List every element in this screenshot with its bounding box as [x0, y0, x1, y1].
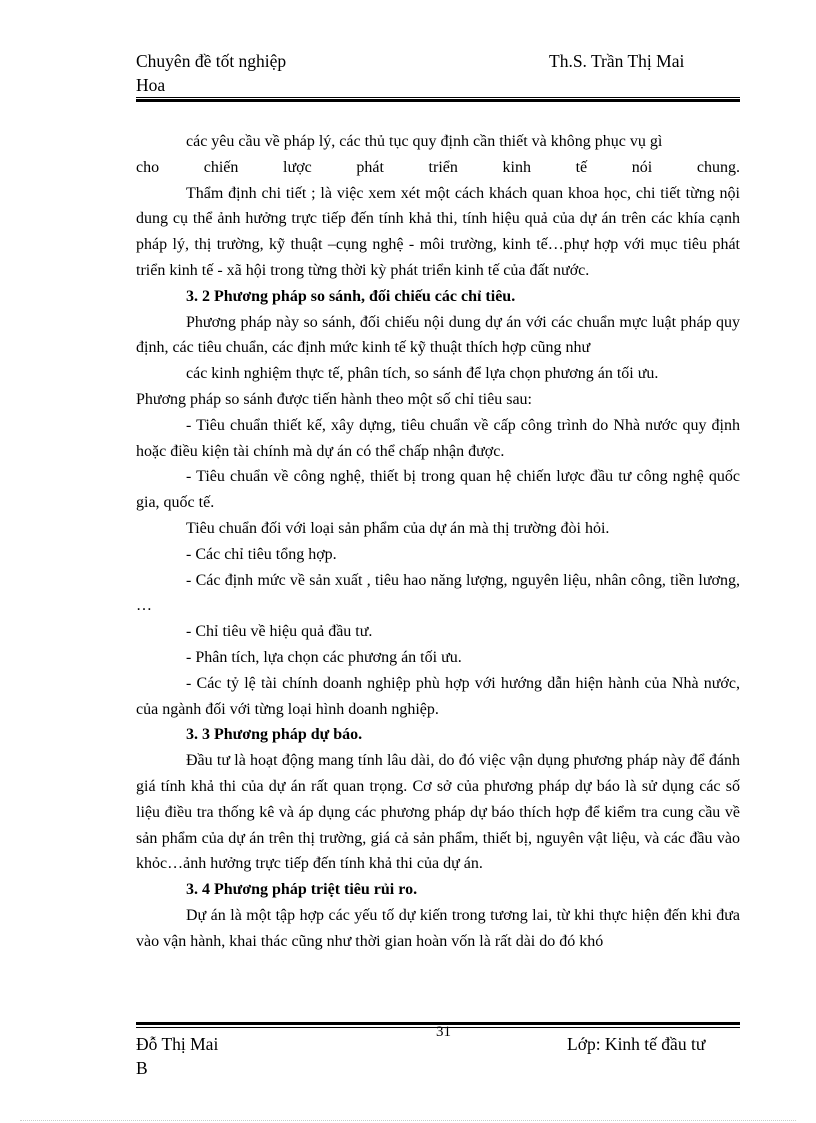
- section-heading: 3. 3 Phương pháp dự báo.: [186, 726, 363, 744]
- list-item: - Các chỉ tiêu tổng hợp.: [186, 545, 337, 563]
- paragraph: Tiêu chuẩn đối với loại sản phẩm của dự án mà thị trường đòi hỏi.: [186, 519, 610, 537]
- header-left-line1: Chuyên đề tốt nghiệp: [136, 51, 287, 71]
- header-left-line2: Hoa: [136, 75, 166, 95]
- paragraph: Phương pháp này so sánh, đối chiếu nội dung dự án với các chuẩn mực luật pháp quy định, các tiêu chuẩn, các định mức kinh tế kỹ thuật thích hợp cũng như: [136, 313, 740, 357]
- header-rule-thin: [136, 97, 740, 98]
- list-item: - Các tỷ lệ tài chính doanh nghiệp phù hợp với hướng dẫn hiện hành của Nhà nước, của ngành đối với từng loại hình doanh nghiệp.: [136, 674, 740, 718]
- paragraph: Thẩm định chi tiết ; là việc xem xét một cách khách quan khoa học, chi tiết từng nội dung cụ thể ảnh hưởng trực tiếp đến tính khả thi, tính hiệu quả của dự án trên các khía cạnh pháp lý, thị trường, kỹ thuật –cụng nghệ - môi trường, kinh tế…phự hợp với mục tiêu phát triển kinh tế - xã hội trong từng thời kỳ phát triển kinh tế của đất nước.: [136, 184, 740, 279]
- header-rule-thick: [136, 99, 740, 102]
- section-heading: 3. 4 Phương pháp triệt tiêu rủi ro.: [186, 881, 418, 899]
- paragraph: các yêu cầu về pháp lý, các thủ tục quy định cần thiết và không phục vụ gì: [186, 133, 663, 150]
- list-item: - Tiêu chuẩn về công nghệ, thiết bị trong quan hệ chiến lược đầu tư công nghệ quốc gia, quốc tế.: [136, 468, 740, 512]
- paragraph: Dự án là một tập hợp các yếu tố dự kiến trong tương lai, từ khi thực hiện đến khi đưa vào vận hành, khai thác cũng như thời gian hoàn vốn là rất dài do đó khó: [136, 906, 740, 950]
- list-item: - Phân tích, lựa chọn các phương án tối ưu.: [186, 648, 462, 666]
- paragraph: các kinh nghiệm thực tế, phân tích, so sánh để lựa chọn phương án tối ưu.: [186, 365, 659, 383]
- footer-left-line2: B: [136, 1058, 148, 1078]
- paragraph: Phương pháp so sánh được tiến hành theo một số chỉ tiêu sau:: [136, 390, 532, 408]
- page-edge-divider: [20, 1120, 796, 1121]
- paragraph: Đầu tư là hoạt động mang tính lâu dài, do đó việc vận dụng phương pháp này để đánh giá tính khả thi của dự án rất quan trọng. Cơ sở của phương pháp dự báo là sử dụng các số liệu điều tra thống kê và áp dụng các phương pháp dự báo thích hợp để kiểm tra cung cầu về sản phẩm của dự án trên thị trường, giá cả sản phẩm, thiết bị, nguyên vật liệu, và các đầu vào khỏc…ảnh hưởng trực tiếp đến tính khả thi của dự án.: [136, 752, 740, 873]
- header-left: [136, 49, 286, 97]
- list-item: - Chỉ tiêu về hiệu quả đầu tư.: [186, 623, 373, 641]
- list-item: - Tiêu chuẩn thiết kế, xây dựng, tiêu chuẩn về cấp công trình do Nhà nước quy định hoặc điều kiện tài chính mà dự án có thể chấp nhận được.: [136, 416, 740, 460]
- page-number: 31: [436, 1024, 451, 1040]
- paragraph: cho chiến lược phát triển kinh tế nói chung.: [136, 158, 740, 176]
- footer-left-line1: Đỗ Thị Mai: [136, 1034, 219, 1054]
- document-body: [136, 129, 740, 955]
- header-right: Th.S. Trần Thị Mai: [549, 51, 685, 71]
- list-item: - Các định mức về sản xuất , tiêu hao năng lượng, nguyên liệu, nhân công, tiền lương, …: [136, 571, 740, 615]
- section-heading: 3. 2 Phương pháp so sánh, đối chiếu các chỉ tiêu.: [186, 287, 516, 305]
- footer-left: [136, 1032, 218, 1080]
- footer-right: Lớp: Kinh tế đầu tư: [567, 1034, 706, 1054]
